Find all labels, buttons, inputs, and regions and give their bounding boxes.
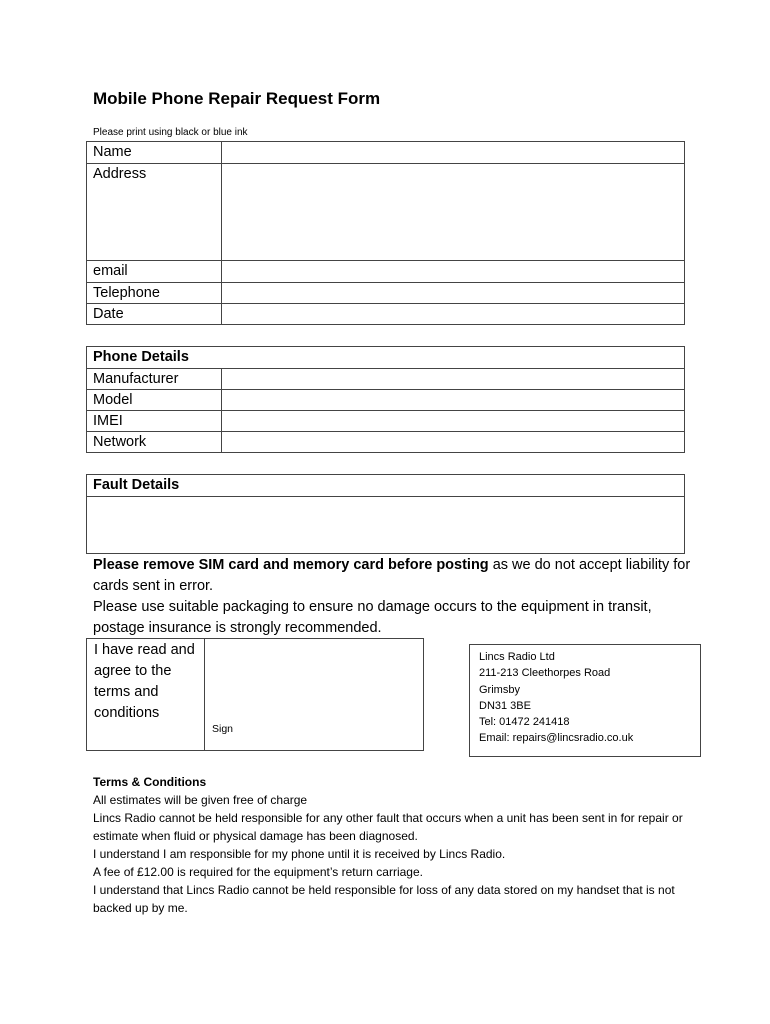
network-label: Network [87, 432, 222, 453]
date-label: Date [87, 304, 222, 325]
phone-details-table [86, 346, 685, 453]
customer-details-table [86, 141, 685, 325]
terms-line: Lincs Radio cannot be held responsible for any other fault that occurs when a unit has been sent in for repair or estimate when fluid or physical damage has been diagnosed. [93, 811, 683, 843]
page-title: Mobile Phone Repair Request Form [93, 89, 381, 108]
date-field[interactable] [222, 304, 685, 325]
telephone-field[interactable] [222, 283, 685, 304]
fault-details-table [86, 474, 685, 554]
model-field[interactable] [222, 390, 685, 411]
agreement-label: I have read and agree to the terms and conditions [94, 642, 195, 721]
imei-field[interactable] [222, 411, 685, 432]
phone-details-header: Phone Details [87, 347, 685, 369]
packaging-notice: Please use suitable packaging to ensure no damage occurs to the equipment in transit, postage insurance is strongly recommended. [93, 599, 652, 636]
fault-details-field[interactable] [87, 497, 685, 554]
model-label: Model [87, 390, 222, 411]
terms-heading: Terms & Conditions [93, 775, 207, 789]
name-label: Name [87, 142, 222, 164]
company-town: Grimsby [479, 683, 520, 696]
email-field[interactable] [222, 261, 685, 283]
telephone-label: Telephone [87, 283, 222, 304]
manufacturer-field[interactable] [222, 369, 685, 390]
agreement-divider [204, 639, 205, 750]
terms-section [93, 773, 693, 917]
sim-card-notice [93, 555, 693, 639]
terms-line: A fee of £12.00 is required for the equipment’s return carriage. [93, 865, 423, 879]
company-address-box [469, 644, 701, 757]
terms-line: All estimates will be given free of charge [93, 793, 308, 807]
sim-card-notice-rest: as we do not accept liability for cards sent in error. [93, 557, 691, 594]
company-email: Email: repairs@lincsradio.co.uk [479, 732, 634, 745]
ink-instruction: Please print using black or blue ink [93, 127, 248, 138]
sim-card-notice-bold: Please remove SIM card and memory card before posting [93, 557, 489, 573]
terms-line: I understand I am responsible for my phone until it is received by Lincs Radio. [93, 847, 506, 861]
network-field[interactable] [222, 432, 685, 453]
address-field[interactable] [222, 164, 685, 261]
name-field[interactable] [222, 142, 685, 164]
email-label: email [87, 261, 222, 283]
manufacturer-label: Manufacturer [87, 369, 222, 390]
company-postcode: DN31 3BE [479, 699, 531, 712]
fault-details-header: Fault Details [87, 475, 685, 497]
terms-line: I understand that Lincs Radio cannot be held responsible for loss of any data stored on my handset that is not backed up by me. [93, 883, 675, 915]
imei-label: IMEI [87, 411, 222, 432]
terms-agreement-box [86, 638, 424, 751]
company-name: Lincs Radio Ltd [479, 651, 555, 663]
company-street: 211-213 Cleethorpes Road [479, 667, 611, 680]
sign-label: Sign [212, 723, 234, 735]
address-label: Address [87, 164, 222, 261]
company-telephone: Tel: 01472 241418 [479, 716, 570, 729]
